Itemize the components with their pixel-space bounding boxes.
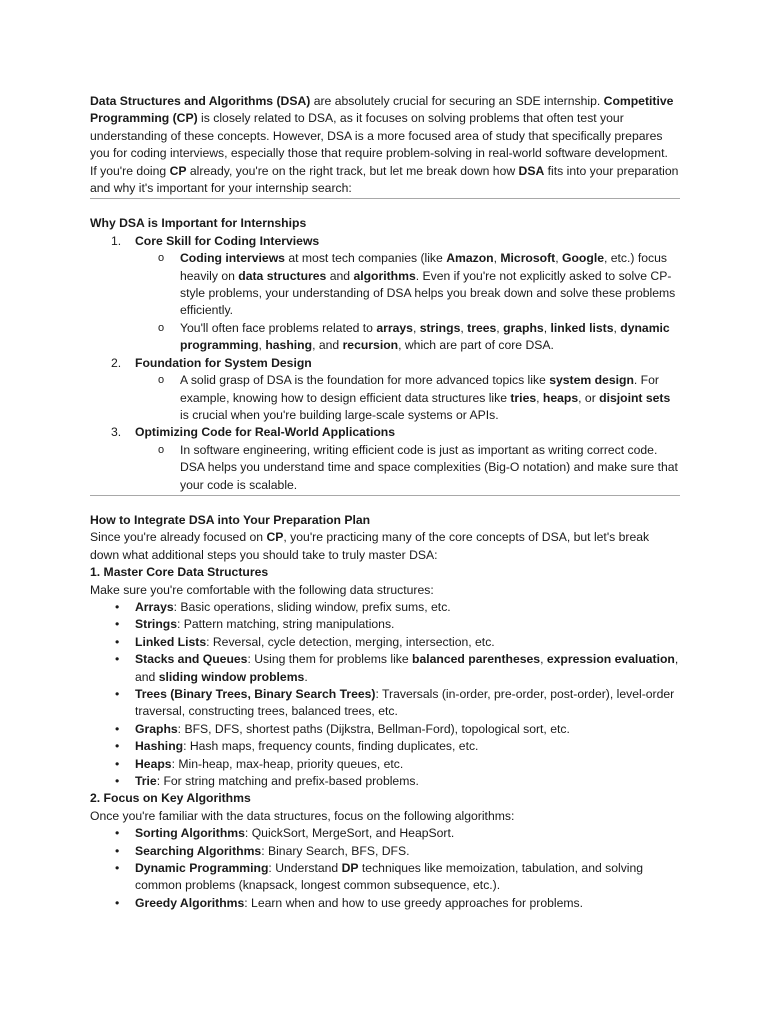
bold-text: Competitive Programming (CP) (90, 94, 674, 126)
list-item-heading: Optimizing Code for Real-World Applications (135, 425, 396, 440)
sub-bullet-item (135, 372, 680, 424)
bold-text: Searching Algorithms (135, 843, 262, 858)
text-run: , etc.) focus heavily on (180, 251, 667, 283)
bold-text: Stacks and Queues (135, 652, 248, 667)
bold-text: balanced parentheses (412, 652, 541, 667)
text-run: , and (312, 338, 343, 353)
bold-text: disjoint sets (599, 390, 671, 405)
intro-paragraph-cp (90, 163, 680, 198)
why-list-item (90, 355, 680, 425)
text-run: : Binary Search, BFS, DFS. (261, 843, 410, 858)
text-run: If you're doing (90, 163, 170, 178)
bullet-item (90, 895, 680, 912)
section-title-why: Why DSA is Important for Internships (90, 216, 307, 231)
bullet-icon: • (115, 756, 120, 771)
bullet-icon: • (115, 652, 120, 667)
bullet-icon: • (115, 617, 120, 632)
text-run: : Basic operations, sliding window, prefix sums, etc. (173, 599, 451, 614)
text-run: , or (578, 390, 600, 405)
why-list (90, 233, 680, 494)
text-run: , (412, 320, 420, 335)
bullet-item (90, 756, 680, 773)
bold-text: heaps (542, 390, 579, 405)
bold-text: trees (467, 320, 497, 335)
bold-text: Trees (Binary Trees, Binary Search Trees) (135, 687, 376, 701)
text-run: : Reversal, cycle detection, merging, intersection, etc. (206, 634, 495, 649)
text-run: : Min-heap, max-heap, priority queues, etc. (171, 756, 404, 771)
algorithms-list (90, 825, 680, 912)
intro-paragraph (90, 93, 680, 163)
bold-text: recursion (342, 338, 399, 353)
why-list-item (90, 424, 680, 494)
text-run: fits into your preparation and why it's important for your internship search: (90, 163, 679, 196)
subsection-intro-algorithms: Once you're familiar with the data structures, focus on the following algorithms: (90, 808, 515, 823)
circle-bullet-icon: o (158, 321, 165, 334)
sub-bullet-list (135, 372, 680, 424)
bold-text: Strings (135, 617, 177, 632)
text-run: : Learn when and how to use greedy approaches for problems. (244, 895, 584, 910)
bullet-icon: • (115, 843, 120, 858)
bold-text: Amazon (446, 251, 494, 266)
bullet-item (90, 721, 680, 738)
bullet-icon: • (115, 774, 120, 789)
bullet-item (90, 843, 680, 860)
text-run: . For example, knowing how to design efficient data structures like (180, 373, 659, 405)
bold-text: DSA (518, 163, 545, 178)
list-number: 3. (111, 425, 122, 440)
bullet-item (90, 599, 680, 616)
bold-text: Google (562, 251, 604, 266)
text-run: , and (135, 652, 679, 684)
text-run: , (540, 652, 547, 667)
bold-text: Hashing (135, 739, 184, 754)
bold-text: data structures (238, 268, 327, 283)
bold-text: Linked Lists (135, 634, 207, 649)
bold-text: DP (341, 861, 359, 876)
bold-text: arrays (376, 320, 413, 335)
circle-bullet-icon: o (158, 443, 165, 456)
bullet-item (90, 825, 680, 842)
text-run: , which are part of core DSA. (398, 338, 554, 353)
sub-bullet-item (135, 250, 680, 320)
bold-text: strings (419, 320, 461, 335)
subsection-title-algorithms: 2. Focus on Key Algorithms (90, 791, 251, 806)
sub-bullet-item (135, 320, 680, 355)
bullet-item (90, 686, 680, 721)
bold-text: graphs (503, 320, 544, 335)
text-run: , (496, 320, 504, 335)
bold-text: Data Structures and Algorithms (DSA) (90, 94, 311, 108)
bullet-icon: • (115, 721, 120, 736)
why-list-item (90, 233, 680, 355)
text-run: : Understand (268, 861, 342, 876)
text-run: is crucial when you're building large-scale systems or APIs. (180, 407, 499, 422)
bold-text: algorithms (353, 268, 416, 283)
bullet-icon: • (115, 861, 120, 876)
bold-text: CP (169, 163, 187, 178)
sub-bullet-item (135, 442, 680, 494)
circle-bullet-icon: o (158, 252, 165, 265)
list-number: 2. (111, 355, 122, 370)
bold-text: Microsoft (500, 251, 556, 266)
circle-bullet-icon: o (158, 374, 165, 387)
text-run: : Using them for problems like (247, 652, 413, 667)
text-run: : BFS, DFS, shortest paths (Dijkstra, Bellman-Ford), topological sort, etc. (177, 721, 570, 736)
how-intro (90, 529, 680, 564)
text-run: is closely related to DSA, as it focuses on solving problems that often test your understanding of these concepts. However, DSA is a more focused area of study that specifically prepares you for coding interviews, especially those that require problem-solving in real-world software development. (90, 111, 668, 161)
bold-text: dynamic programming (180, 320, 670, 353)
text-run: , (543, 320, 551, 335)
data-structures-list (90, 599, 680, 790)
bold-text: Graphs (135, 721, 178, 736)
bullet-icon: • (115, 634, 120, 649)
subsection-intro-data-structures: Make sure you're comfortable with the following data structures: (90, 582, 434, 597)
list-item-heading: Core Skill for Coding Interviews (135, 233, 320, 248)
bold-text: Dynamic Programming (135, 861, 269, 876)
text-run: , (555, 251, 562, 266)
bullet-icon: • (115, 687, 120, 701)
text-run: , (493, 251, 501, 266)
bullet-item (90, 616, 680, 633)
bold-text: Greedy Algorithms (135, 895, 245, 910)
section-title-how: How to Integrate DSA into Your Preparation Plan (90, 512, 371, 527)
sub-bullet-list (135, 250, 680, 354)
list-item-heading: Foundation for System Design (135, 355, 312, 370)
bold-text: system design (549, 373, 634, 388)
bullet-icon: • (115, 599, 120, 614)
bold-text: Sorting Algorithms (135, 826, 245, 841)
bullet-item (90, 773, 680, 790)
text-run: techniques like memoization, tabulation, and solving common problems (knapsack, longest common subsequence, etc.). (135, 861, 644, 893)
bullet-icon: • (115, 826, 120, 841)
bold-text: CP (266, 530, 284, 545)
bold-text: expression evaluation (546, 652, 675, 667)
text-run: , you're practicing many of the core concepts of DSA, but let's break down what additional steps you should take to truly master DSA: (90, 530, 650, 562)
bullet-item (90, 860, 680, 895)
bold-text: tries (510, 390, 537, 405)
bold-text: Coding interviews (180, 251, 285, 266)
text-run: : QuickSort, MergeSort, and HeapSort. (244, 826, 455, 841)
text-run: : Traversals (in-order, pre-order, post-order), level-order traversal, constructing trees, balanced trees, etc. (135, 687, 675, 719)
text-run: : Pattern matching, string manipulations. (176, 617, 395, 632)
text-run: . (304, 669, 308, 684)
bold-text: sliding window problems (158, 669, 305, 684)
bold-text: hashing (265, 338, 313, 353)
text-run: already, you're on the right track, but let me break down how (186, 163, 519, 178)
text-run: are absolutely crucial for securing an SDE internship. (310, 94, 604, 108)
text-run: You'll often face problems related to (180, 320, 377, 335)
text-run: , (460, 320, 468, 335)
bold-text: Arrays (135, 599, 174, 614)
text-run: and (326, 268, 354, 283)
list-number: 1. (111, 233, 122, 248)
text-run: at most tech companies (like (284, 251, 447, 266)
bold-text: Heaps (135, 756, 172, 771)
text-run: . Even if you're not explicitly asked to solve CP-style problems, your understanding of DSA helps you break down and solve these problems efficiently. (180, 268, 676, 318)
text-run: , (536, 390, 543, 405)
bold-text: linked lists (550, 320, 614, 335)
text-run: : Hash maps, frequency counts, finding duplicates, etc. (183, 739, 479, 754)
bold-text: Trie (135, 774, 157, 789)
text-run: , (258, 338, 266, 353)
bullet-item (90, 634, 680, 651)
subsection-title-data-structures: 1. Master Core Data Structures (90, 565, 269, 580)
sub-bullet-list (135, 442, 680, 494)
document-page (90, 93, 680, 912)
bullet-item (90, 651, 680, 686)
text-run: Since you're already focused on (90, 530, 267, 545)
text-run: : For string matching and prefix-based problems. (156, 774, 419, 789)
text-run: A solid grasp of DSA is the foundation for more advanced topics like (180, 373, 550, 388)
text-run: In software engineering, writing efficient code is just as important as writing correct code. DSA helps you understand time and space complexities (Big-O notation) and make sure that your code is scalable. (180, 442, 678, 492)
bullet-icon: • (115, 739, 120, 754)
text-run: , (613, 320, 621, 335)
bullet-icon: • (115, 895, 120, 910)
bullet-item (90, 738, 680, 755)
